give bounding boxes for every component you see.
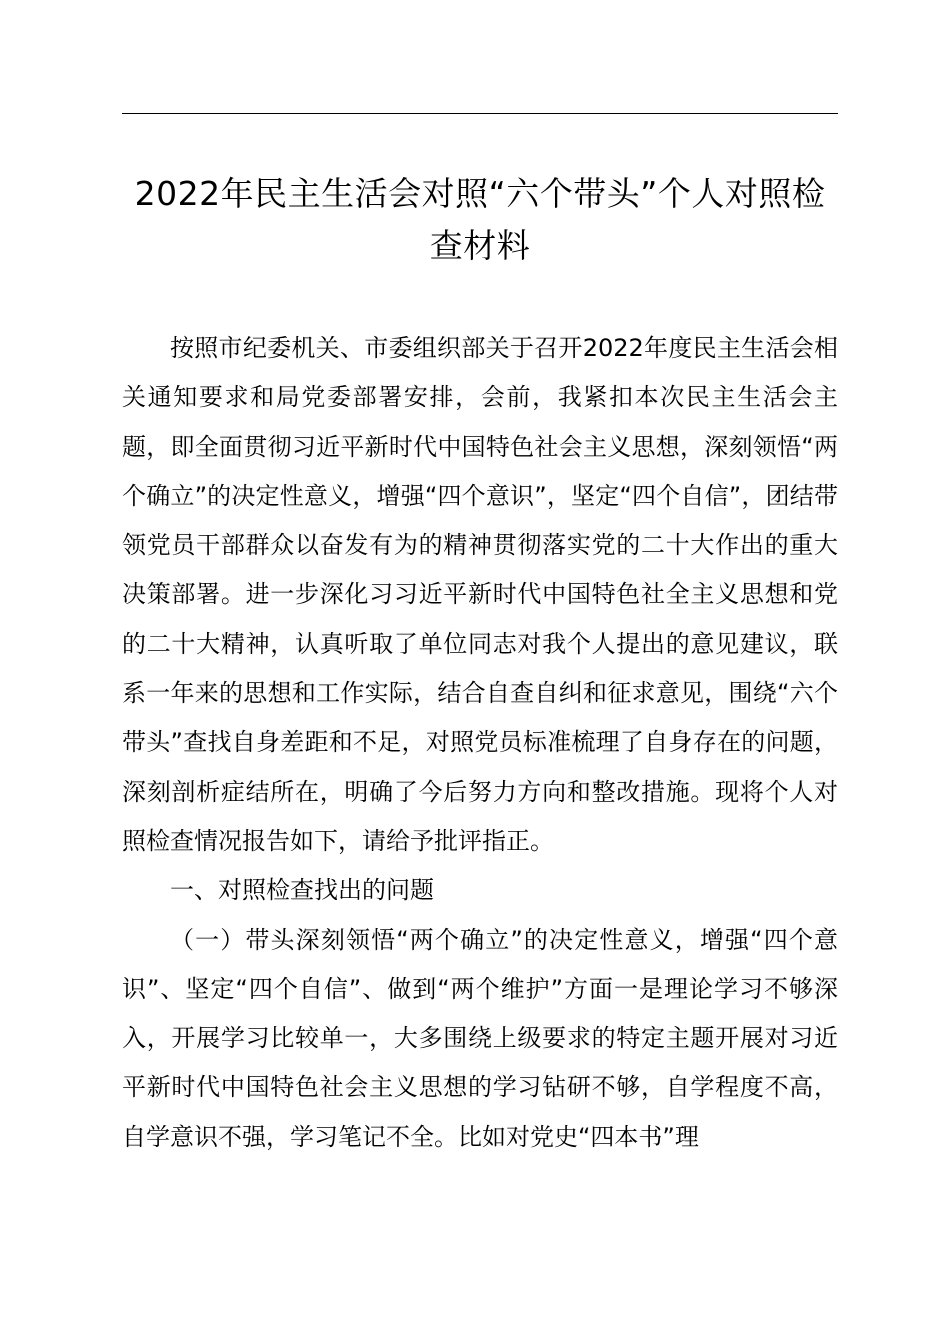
title-line-1: 2022年民主生活会对照“六个带头”个人对照检	[134, 174, 826, 213]
document-title	[122, 168, 838, 272]
document-body	[122, 324, 838, 1162]
subsection-paragraph: （一）带头深刻领悟“两个确立”的决定性意义，增强“四个意识”、坚定“四个自信”、做到“两个维护”方面一是理论学习不够深入，开展学习比较单一，大多围绕上级要求的特定主题开展对习近平新时代中国特色社会主义思想的学习钻研不够，自学程度不高，自学意识不强，学习笔记不全。比如对党史“四本书”理	[122, 925, 838, 1151]
header-rule	[122, 113, 838, 114]
intro-paragraph: 按照市纪委机关、市委组织部关于召开2022年度民主生活会相关通知要求和局党委部署安排，会前，我紧扣本次民主生活会主题，即全面贯彻习近平新时代中国特色社会主义思想，深刻领悟“两个确立”的决定性意义，增强“四个意识”，坚定“四个自信”，团结带领党员干部群众以奋发有为的精神贯彻落实党的二十大作出的重大决策部署。进一步深化习习近平新时代中国特色社全主义思想和党的二十大精神，认真听取了单位同志对我个人提出的意见建议，联系一年来的思想和工作实际，结合自查自纠和征求意见，围绕“六个带头”查找自身差距和不足，对照党员标准梳理了自身存在的问题，深刻剖析症结所在，明确了今后努力方向和整改措施。现将个人对照检查情况报告如下，请给予批评指正。	[122, 334, 838, 855]
title-line-2: 查材料	[429, 226, 531, 265]
section-heading: 一、对照检查找出的问题	[170, 876, 434, 905]
